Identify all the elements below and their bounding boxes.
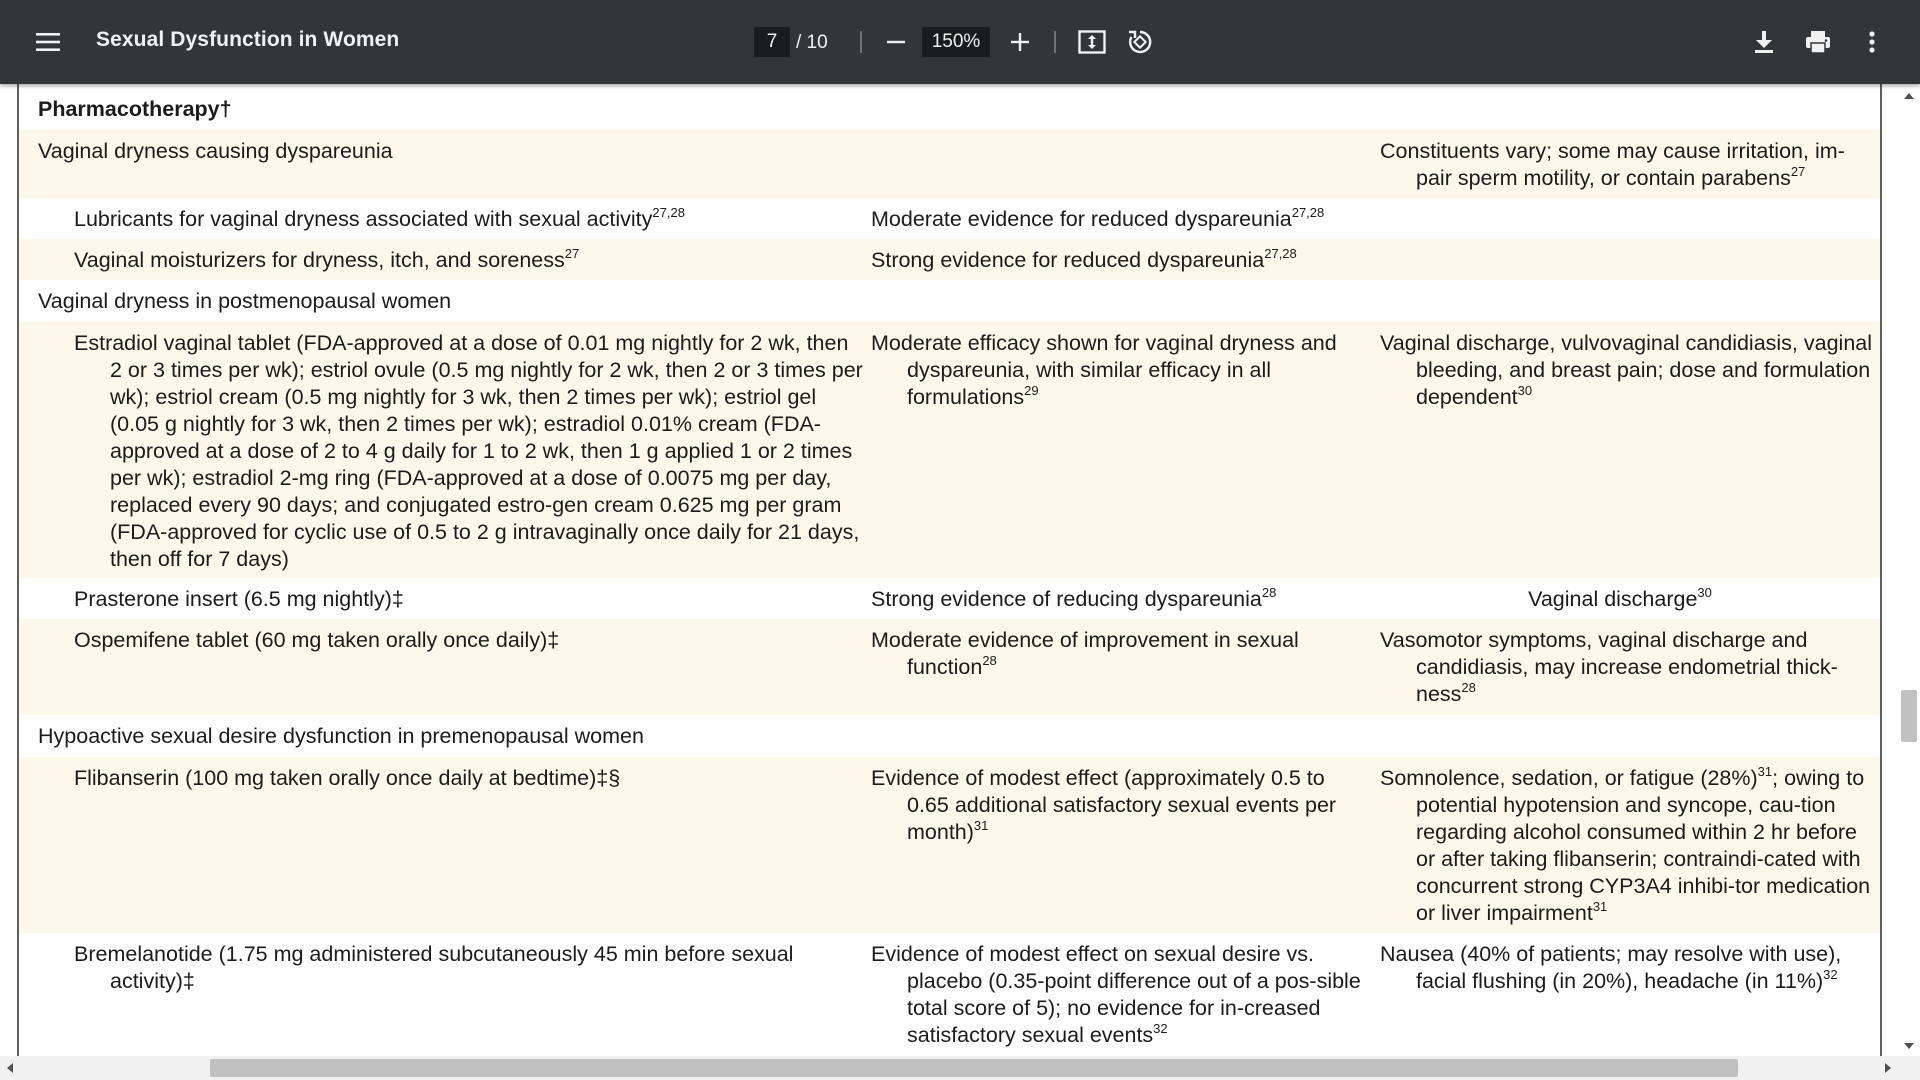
adverse-effects-cell: Somnolence, sedation, or fatigue $(28\%)^{31}$; owing to potential hypotension and syncope, cau-tion regarding alcohol consumed within 2 hr before or after taking flibanserin; contraindi-cated with concurrent strong CYP3A4 inhibi-tor medication or liver impairment$^{31}$ [1380, 764, 1871, 925]
table-row [19, 239, 1880, 280]
zoom-in-button[interactable] [1000, 22, 1040, 62]
scroll-up-arrow-icon[interactable] [1903, 92, 1915, 100]
adverse-effects-cell: Vaginal discharge$^{30}$ [1528, 585, 1712, 611]
treatment-cell: Prasterone insert (6.5 mg nightly)‡ [74, 587, 404, 611]
page-total: / 10 [796, 32, 828, 53]
table-row [19, 280, 1880, 322]
document-viewport[interactable] [0, 84, 1898, 1056]
treatment-cell: Estradiol vaginal tablet (FDA-approved at a dose of 0.01 mg nightly for 2 wk, then 2 or 3 times per wk); estriol ovule (0.5 mg nightly for 2 wk, then 2 or 3 times per wk); estriol cream (0.5 mg nightly for 3 wk, then 2 times per wk); estriol gel (0.05 g nightly for 3 wk, then 2 times per wk); estradiol 0.01% cream (FDA-approved at a dose of 2 to 4 g daily for 1 to 2 wk, then 1 g applied 1 or 2 times per wk); estradiol 2-mg ring (FDA-approved at a dose of 0.0075 mg per day, replaced every 90 days; and conjugated estro-gen cream 0.625 mg per gram (FDA-approved for cyclic use of 0.5 to 2 g intravaginally once daily for 21 days, then off for 7 days) [74, 331, 863, 571]
download-icon [1753, 30, 1775, 54]
treatment-cell: Vaginal moisturizers for dryness, itch, and soreness$^{27}$ [74, 246, 580, 272]
evidence-cell: Moderate evidence of improvement in sexual function$^{28}$ [871, 628, 1299, 679]
more-vert-icon [1868, 30, 1876, 54]
vertical-scrollbar[interactable] [1898, 84, 1920, 1056]
rotate-button[interactable] [1120, 22, 1160, 62]
fit-to-page-button[interactable] [1072, 22, 1112, 62]
table-row [19, 198, 1880, 239]
zoom-in-icon [1010, 32, 1030, 52]
adverse-effects-cell: Nausea (40% of patients; may resolve with use), facial flushing (in 20%), headache (in 11%)$^{32}$ [1380, 942, 1842, 993]
category-label: Hypoactive sexual desire dysfunction in premenopausal women [38, 724, 644, 748]
treatment-cell: Ospemifene tablet (60 mg taken orally once daily)‡ [74, 628, 560, 652]
table-row [19, 84, 1880, 130]
category-label: Vaginal dryness causing dyspareunia [38, 139, 393, 163]
evidence-cell: Evidence of modest effect on sexual desire vs. placebo (0.35-point difference out of a pos-sible total score of 5); no evidence for in-creased satisfactory sexual events$^{32}$ [871, 942, 1361, 1047]
table-row [19, 933, 1880, 1056]
horizontal-scroll-thumb[interactable] [210, 1059, 1738, 1077]
zoom-out-button[interactable] [876, 22, 916, 62]
section-title: Pharmacotherapy† [38, 97, 232, 121]
adverse-effects-cell: Vaginal discharge, vulvovaginal candidiasis, vaginal bleeding, and breast pain; dose and formulation dependent$^{30}$ [1380, 331, 1873, 409]
menu-icon [35, 32, 61, 52]
pharmacotherapy-table [19, 84, 1880, 1056]
zoom-out-icon [886, 32, 906, 52]
evidence-cell: Moderate evidence for reduced dyspareunia$^{27,28}$ [871, 205, 1325, 231]
evidence-cell: Evidence of modest effect (approximately 0.5 to 0.65 additional satisfactory sexual events per month)$^{31}$ [871, 766, 1337, 844]
treatment-cell: Lubricants for vaginal dryness associated with sexual activity$^{27,28}$ [74, 205, 685, 231]
menu-button[interactable] [28, 22, 68, 62]
table-row [19, 715, 1880, 757]
table-row [19, 130, 1880, 198]
document-title: Sexual Dysfunction in Women [96, 28, 400, 51]
pdf-toolbar [0, 0, 1920, 84]
adverse-effects-cell: Constituents vary; some may cause irritation, im-pair sperm motility, or contain parabens$^{27}$ [1380, 139, 1845, 190]
fit-page-icon [1078, 30, 1106, 54]
category-label: Vaginal dryness in postmenopausal women [38, 289, 452, 313]
page-number-input[interactable] [754, 27, 790, 57]
more-actions-button[interactable] [1852, 22, 1892, 62]
zoom-level-input[interactable] [922, 27, 990, 57]
evidence-cell: Strong evidence of reducing dyspareunia$^{28}$ [871, 585, 1277, 611]
table-row [19, 619, 1880, 715]
rotate-icon [1127, 29, 1153, 55]
scroll-down-arrow-icon[interactable] [1903, 1042, 1915, 1050]
table-row [19, 757, 1880, 933]
scroll-right-arrow-icon[interactable] [1884, 1062, 1892, 1074]
scroll-left-arrow-icon[interactable] [6, 1062, 14, 1074]
print-button[interactable] [1798, 22, 1838, 62]
print-icon [1805, 30, 1831, 54]
evidence-cell: Moderate efficacy shown for vaginal dryness and dyspareunia, with similar efficacy in all formulations$^{29}$ [871, 331, 1337, 409]
table-row [19, 322, 1880, 578]
toolbar-divider [1054, 31, 1056, 53]
adverse-effects-cell: Vasomotor symptoms, vaginal discharge and candidiasis, may increase endometrial thick-ness$^{28}$ [1380, 628, 1838, 706]
treatment-cell: Bremelanotide (1.75 mg administered subcutaneously 45 min before sexual activity)‡ [74, 942, 794, 993]
table-row [19, 578, 1880, 619]
download-button[interactable] [1744, 22, 1784, 62]
pdf-page [17, 84, 1882, 1056]
horizontal-scrollbar[interactable] [0, 1056, 1920, 1080]
vertical-scroll-thumb[interactable] [1901, 690, 1917, 742]
treatment-cell: Flibanserin (100 mg taken orally once daily at bedtime)‡§ [74, 766, 621, 790]
evidence-cell: Strong evidence for reduced dyspareunia$^{27,28}$ [871, 246, 1297, 272]
toolbar-divider [860, 31, 862, 53]
